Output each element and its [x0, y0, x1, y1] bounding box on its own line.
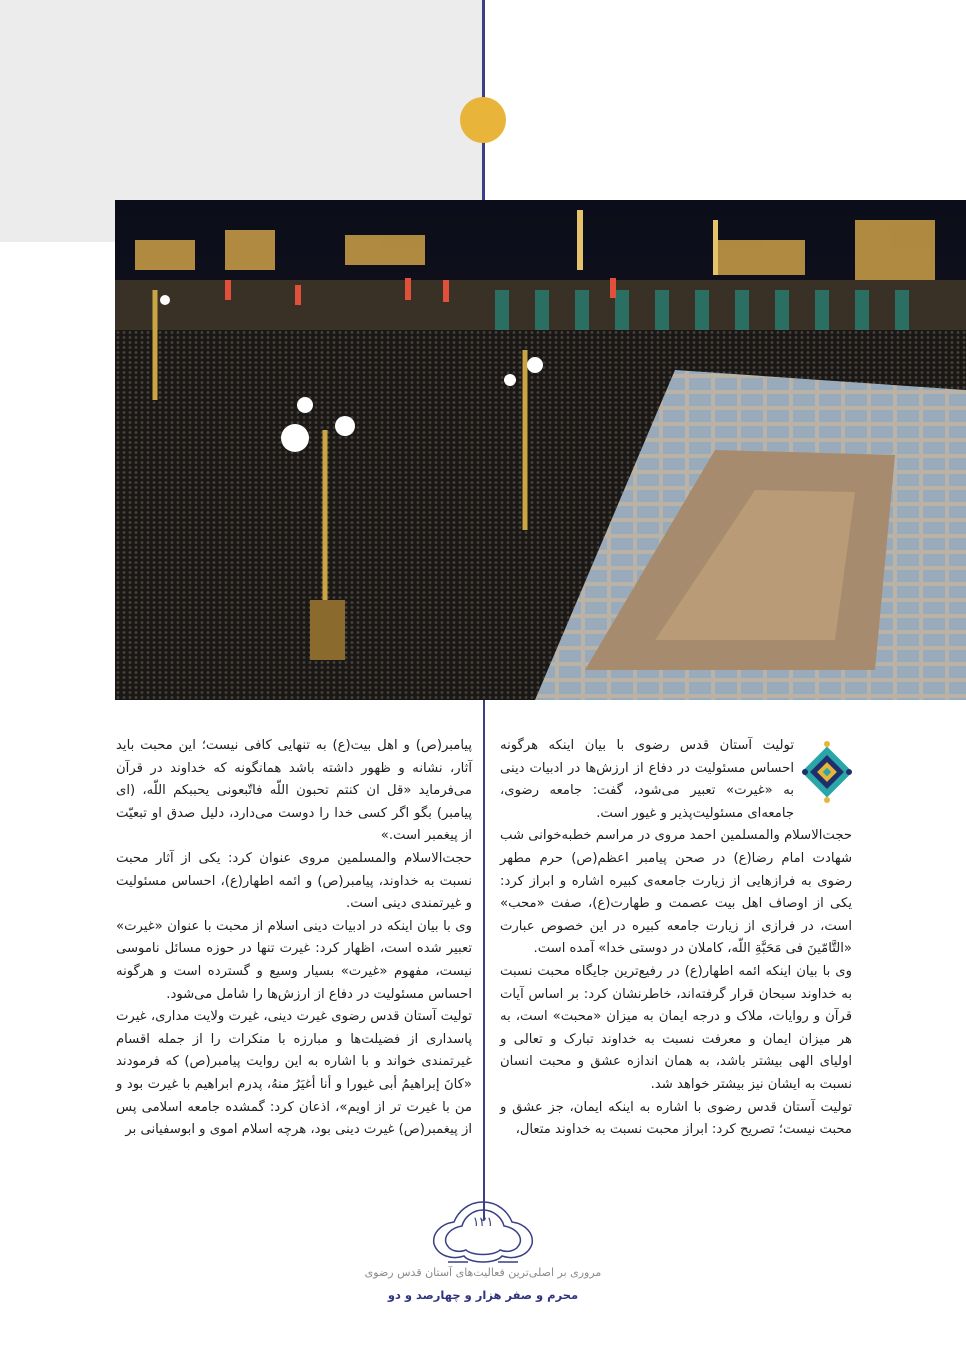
paragraph: وی با بیان اینکه در ادبیات دینی اسلام از محبت با عنوان «غیرت» تعبیر شده است، اظهار کرد: غیرت تنها در حوزه مسائل ناموسی نیست، مفهوم «غیرت» بسیار وسیع و گسترده است و هرگونه احساس مسئولیت در دفاع از ارزش‌ها را شامل می‌شود. — [116, 918, 472, 1002]
paragraph: پیامبر(ص) و اهل بیت(ع) به تنهایی کافی نیست؛ این محبت باید آثار، نشانه و ظهور داشته باشد همانگونه که خداوند در قرآن می‌فرماید «قل ان کنتم تحبون اللّه فاتّبعونی یحببکم اللّه، (ای پیامبر) بگو اگر کسی خدا را دوست می‌دارد، دلیل صدق او تبعیّت از پیغمبر است.» — [116, 738, 472, 844]
gold-circle-ornament — [460, 97, 506, 143]
shrine-ceremony-photo — [115, 200, 966, 700]
paragraph: تولیت آستان قدس رضوی غیرت دینی، غیرت ولایت مداری، غیرت پاسداری از فضیلت‌ها و مبارزه با منکرات را از جمله اقسام غیرتمندی خواند و با اشاره به این روایت پیامبر(ص) که فرمودند «کانَ إبراهیمُ أبی غیورا و أنا أغیَرُ منهُ، پدرم ابراهیم با غیرت بود و من با غیرت تر از اویم»، اذعان کرد: گمشده جامعه اسلامی پس از پیغمبر(ص) غیرت دینی بود، هرچه اسلام اموی و ابوسفیانی بر — [116, 1009, 472, 1138]
paragraph: وی با بیان اینکه ائمه اطهار(ع) در رفیع‌ترین جایگاه محبت نسبت به خداوند سبحان قرار گرفته‌اند، خاطرنشان کرد: بر اساس آیات قرآن و روایات، ملاک و درجه ایمان به میزان «محبت» است، به هر میزان ایمان و معرفت نسبت به خداوند تبارک و تعالی و اولیای الهی بیشتر باشد، به همان اندازه عشق و محبت انسان نسبت به ایشان نیز بیشتر خواهد شد. — [500, 963, 852, 1092]
article-left-column — [116, 735, 472, 1142]
article-right-column — [500, 735, 852, 1142]
islamic-pattern-icon — [802, 739, 852, 805]
footer-issue-label: محرم و صفر هزار و چهارصد و دو — [387, 1288, 579, 1302]
column-divider-line — [483, 700, 485, 1220]
paragraph: تولیت آستان قدس رضوی با اشاره به اینکه ایمان، جز عشق و محبت نیست؛ تصریح کرد: ابراز محبت نسبت به خداوند متعال، — [500, 1099, 852, 1138]
paragraph: تولیت آستان قدس رضوی با بیان اینکه هرگونه احساس مسئولیت در دفاع از ارزش‌ها در ادبیات دینی به «غیرت» تعبیر می‌شود، گفت: جامعه رضوی، جامعه‌ای مسئولیت‌پذیر و غیور است. — [500, 738, 794, 821]
paragraph: حجت‌الاسلام والمسلمین مروی عنوان کرد: یکی از آثار محبت نسبت به خداوند، پیامبر(ص) و ائمه اطهار(ع)، احساس مسئولیت و غیرتمندی دینی است. — [116, 850, 472, 912]
page-number: ۱۲۱ — [472, 1215, 494, 1230]
paragraph: حجت‌الاسلام والمسلمین احمد مروی در مراسم خطبه‌خوانی شب شهادت امام رضا(ع) در صحن پیامبر اعظم(ص) حرم مطهر رضوی به فرازهایی از زیارت جامعه‌ی کبیره اشاره و ابراز کرد: یکی از اوصاف اهل بیت عصمت و طهارت(ع)، صفت «محب» است، در فرازی از زیارت جامعه کبیره در این خصوص عبارت «التَّامّینَ فی مَحَبَّةِ اللّه، کاملان در دوستی خدا» آمده است. — [500, 828, 852, 957]
footer-publication-title: مروری بر اصلی‌ترین فعالیت‌های آستان قدس رضوی — [364, 1266, 602, 1279]
page-number-frame-icon — [428, 1198, 538, 1266]
